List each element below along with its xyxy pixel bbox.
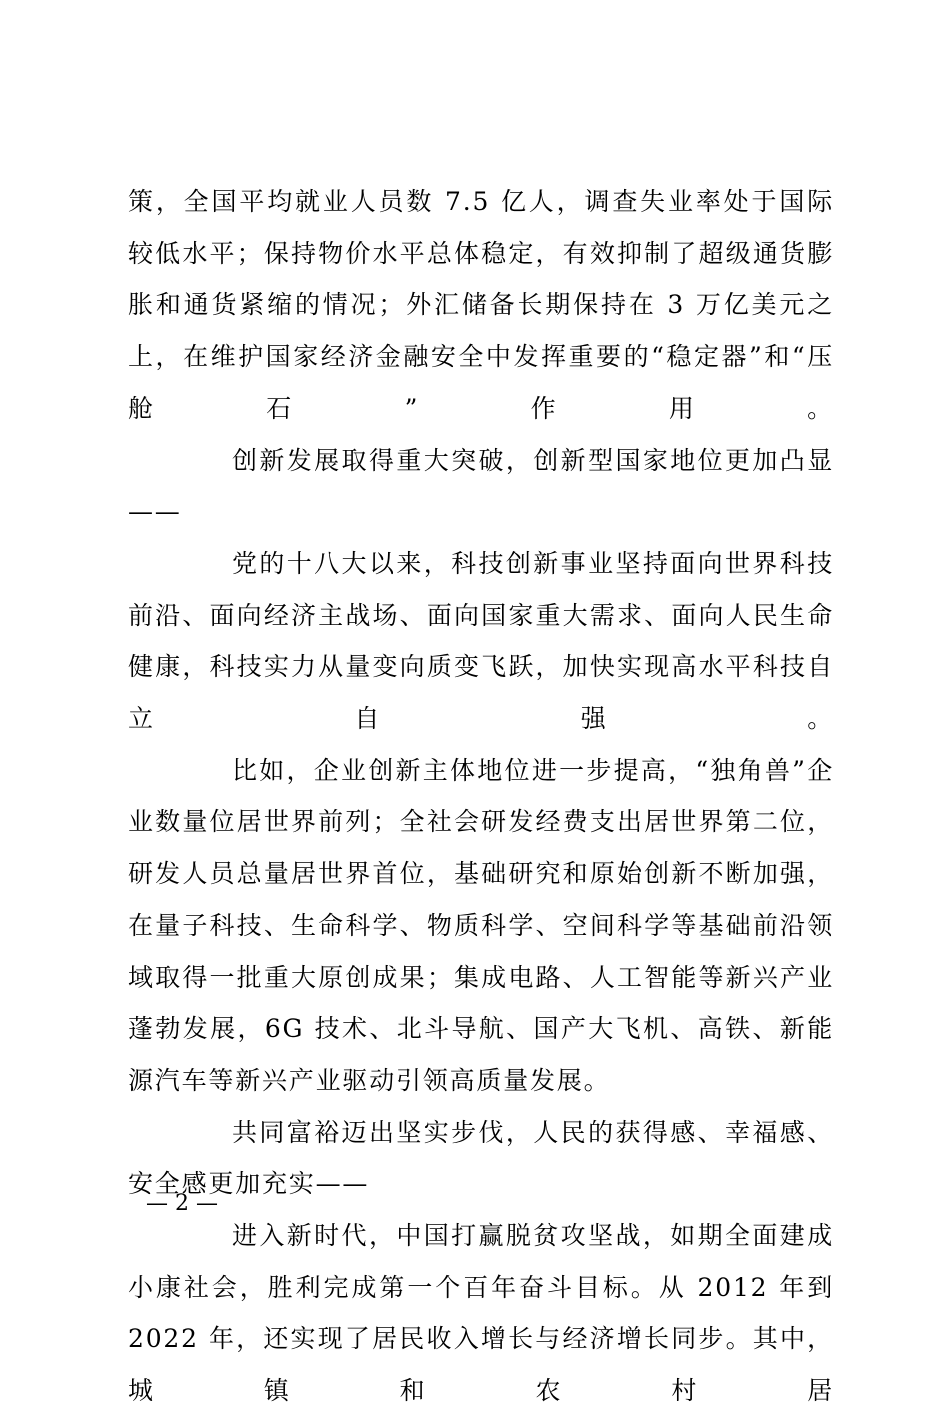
paragraph: 策，全国平均就业人员数 7.5 亿人，调查失业率处于国际较低水平；保持物价水平总体稳定，有效抑制了超级通货膨胀和通货紧缩的情况；外汇储备长期保持在 3 万亿美元之上，在维护国家经济金融安全中发挥重要的“稳定器”和“压舱石”作用。	[128, 187, 834, 423]
paragraph: 比如，企业创新主体地位进一步提高，“独角兽”企业数量位居世界前列；全社会研发经费支出居世界第二位，研发人员总量居世界首位，基础研究和原始创新不断加强，在量子科技、生命科学、物质科学、空间科学等基础前沿领域取得一批重大原创成果；集成电路、人工智能等新兴产业蓬勃发展，6G 技术、北斗导航、国产大飞机、高铁、新能源汽车等新兴产业驱动引领高质量发展。	[128, 755, 834, 1095]
paragraph: 党的十八大以来，科技创新事业坚持面向世界科技前沿、面向经济主战场、面向国家重大需求、面向人民生命健康，科技实力从量变向质变飞跃，加快实现高水平科技自立自强。	[128, 548, 834, 734]
paragraph: 创新发展取得重大突破，创新型国家地位更加凸显——	[128, 445, 834, 527]
page-number: — 2 —	[146, 1191, 218, 1216]
document-body	[128, 176, 834, 1417]
paragraph: 共同富裕迈出坚实步伐，人民的获得感、幸福感、安全感更加充实——	[128, 1117, 834, 1199]
paragraph: 进入新时代，中国打赢脱贫攻坚战，如期全面建成小康社会，胜利完成第一个百年奋斗目标。从 2012 年到 2022 年，还实现了居民收入增长与经济增长同步。其中，城镇和农村居	[128, 1221, 834, 1406]
